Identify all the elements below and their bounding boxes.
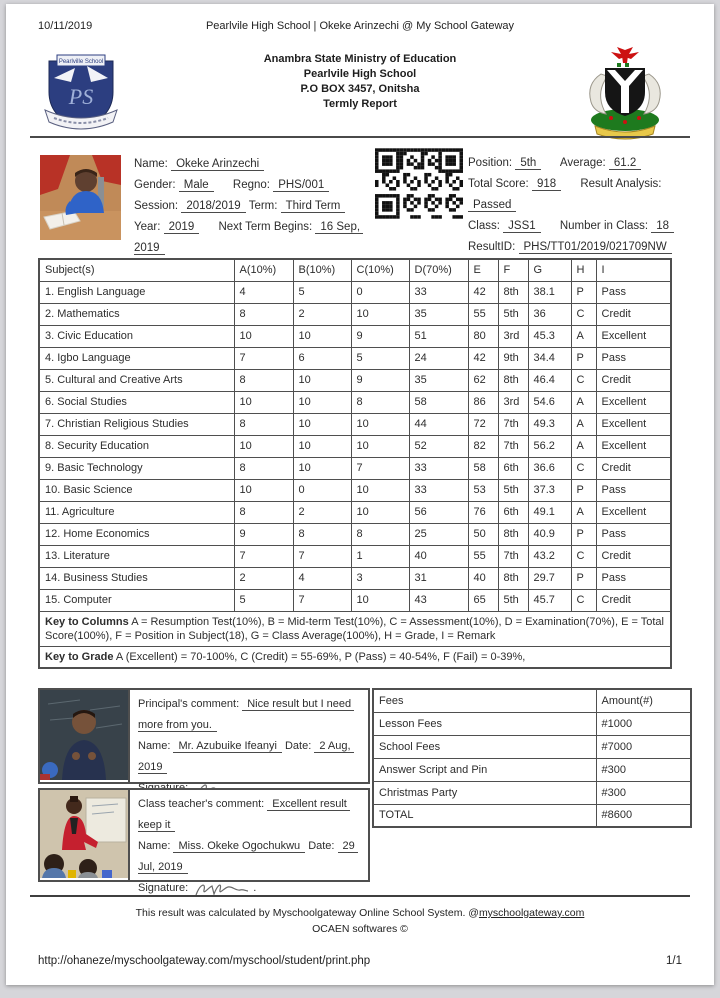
teacher-signature-label: Signature: <box>138 882 189 894</box>
subject-cell: 5. Cultural and Creative Arts <box>39 369 234 391</box>
subject-cell: 33 <box>409 281 468 303</box>
letterhead <box>156 52 564 112</box>
subject-cell: 43.2 <box>528 545 571 567</box>
principal-comment-label: Principal's comment: <box>138 698 240 710</box>
subject-cell: 7 <box>293 589 351 611</box>
subject-cell: 76 <box>468 501 498 523</box>
key-to-columns-text: A = Resumption Test(10%), B = Mid-term Test(10%), C = Assessment(10%), D = Examination(70%), E = Total Score(100%), F = Position in Subject(18), G = Class Average(100%), H = Grade, I = Remark <box>45 615 664 642</box>
subject-row <box>39 589 671 611</box>
subject-cell: 10 <box>234 325 293 347</box>
results-header-cell: F <box>498 259 528 281</box>
subject-cell: 46.4 <box>528 369 571 391</box>
footer-software: OCAEN softwares © <box>312 923 408 935</box>
principal-date-value: 2 Aug, 2019 <box>138 740 354 773</box>
fee-cell: #300 <box>596 781 691 804</box>
subject-cell: 8th <box>498 567 528 589</box>
subject-cell: 58 <box>409 391 468 413</box>
subject-cell: C <box>571 457 596 479</box>
subject-cell: Excellent <box>596 501 671 523</box>
subject-cell: 7 <box>234 347 293 369</box>
subject-cell: 54.6 <box>528 391 571 413</box>
subject-cell: 7 <box>351 457 409 479</box>
subject-cell: P <box>571 281 596 303</box>
subject-row <box>39 281 671 303</box>
footer-credit-text: This result was calculated by Myschoolgateway Online School System. @ <box>135 907 479 919</box>
subject-cell: 25 <box>409 523 468 545</box>
report-title: Termly Report <box>323 98 397 110</box>
subject-cell: 10 <box>234 391 293 413</box>
fees-header-cell: Fees <box>373 689 596 712</box>
subject-cell: 5th <box>498 303 528 325</box>
result-id-value: PHS/TT01/2019/021709NW <box>519 241 672 254</box>
subject-cell: 7th <box>498 545 528 567</box>
subject-cell: 10 <box>293 391 351 413</box>
subject-cell: P <box>571 479 596 501</box>
subject-cell: 13. Literature <box>39 545 234 567</box>
subject-cell: 10 <box>293 457 351 479</box>
subject-cell: 36 <box>528 303 571 325</box>
print-url: http://ohaneze/myschoolgateway.com/myschool/student/print.php <box>38 955 371 967</box>
subject-cell: 5 <box>293 281 351 303</box>
subject-cell: 3 <box>351 567 409 589</box>
results-header-cell: A(10%) <box>234 259 293 281</box>
subject-cell: 1. English Language <box>39 281 234 303</box>
subject-cell: 0 <box>351 281 409 303</box>
subject-cell: 6th <box>498 501 528 523</box>
subject-cell: 10 <box>351 501 409 523</box>
subject-cell: 45.7 <box>528 589 571 611</box>
subject-cell: 0 <box>293 479 351 501</box>
regno-label: Regno: <box>232 179 270 191</box>
teacher-comment-value: Excellent result keep it <box>138 798 350 831</box>
subject-cell: 8 <box>351 523 409 545</box>
student-photo <box>40 155 121 240</box>
principal-comment-box <box>38 688 370 784</box>
subject-cell: 62 <box>468 369 498 391</box>
subject-cell: 9. Basic Technology <box>39 457 234 479</box>
fee-cell: Lesson Fees <box>373 712 596 735</box>
regno-value: PHS/001 <box>273 179 329 192</box>
teacher-comment-text: Class teacher's comment: Excellent result keep it Name: Miss. Okeke Ogochukwu Date: 29 Jul, 2019 Signature: . <box>138 794 362 899</box>
subject-cell: Pass <box>596 347 671 369</box>
subject-cell: Pass <box>596 281 671 303</box>
fee-row <box>373 758 691 781</box>
subject-cell: 45.3 <box>528 325 571 347</box>
result-summary <box>468 153 694 258</box>
subject-cell: 3rd <box>498 391 528 413</box>
subject-cell: 4 <box>293 567 351 589</box>
fee-cell: School Fees <box>373 735 596 758</box>
subject-cell: 50 <box>468 523 498 545</box>
subject-row <box>39 413 671 435</box>
subject-cell: A <box>571 435 596 457</box>
subject-cell: 55 <box>468 303 498 325</box>
subject-cell: 31 <box>409 567 468 589</box>
subject-cell: Credit <box>596 589 671 611</box>
fee-row <box>373 712 691 735</box>
name-label: Name: <box>134 158 168 170</box>
subject-cell: 37.3 <box>528 479 571 501</box>
next-term-label: Next Term Begins: <box>218 221 313 233</box>
subject-cell: A <box>571 413 596 435</box>
average-value: 61.2 <box>609 157 641 170</box>
subject-cell: Pass <box>596 523 671 545</box>
crest-label-text: Pearlville School <box>58 59 104 65</box>
subject-cell: 10 <box>293 435 351 457</box>
total-score-value: 918 <box>532 178 561 191</box>
svg-text:PS: PS <box>68 84 94 109</box>
subject-cell: 7th <box>498 435 528 457</box>
footer-divider <box>30 895 690 897</box>
total-score-label: Total Score: <box>468 178 529 190</box>
subject-row <box>39 303 671 325</box>
teacher-comment-box <box>38 788 370 894</box>
number-in-class-label: Number in Class: <box>559 220 649 232</box>
subject-cell: 8 <box>351 391 409 413</box>
teacher-photo <box>40 790 130 880</box>
subject-cell: 10. Basic Science <box>39 479 234 501</box>
subject-cell: 14. Business Studies <box>39 567 234 589</box>
results-table <box>38 258 672 669</box>
subject-cell: P <box>571 567 596 589</box>
subject-cell: 56.2 <box>528 435 571 457</box>
subject-cell: 9 <box>234 523 293 545</box>
subject-cell: 2. Mathematics <box>39 303 234 325</box>
subject-cell: C <box>571 369 596 391</box>
subject-cell: 5 <box>351 347 409 369</box>
subject-cell: 72 <box>468 413 498 435</box>
subject-cell: 40 <box>468 567 498 589</box>
subject-cell: 34.4 <box>528 347 571 369</box>
result-analysis-label: Result Analysis: <box>580 178 662 190</box>
fees-table-body <box>373 712 691 827</box>
subject-cell: 10 <box>293 413 351 435</box>
key-to-columns-row <box>39 611 671 646</box>
subject-cell: 38.1 <box>528 281 571 303</box>
key-to-grade-label: Key to Grade <box>45 650 114 663</box>
fee-cell: TOTAL <box>373 804 596 827</box>
subject-cell: 53 <box>468 479 498 501</box>
fee-cell: #1000 <box>596 712 691 735</box>
subject-cell: 5th <box>498 589 528 611</box>
footer-credit <box>6 907 714 919</box>
subject-cell: 10 <box>351 589 409 611</box>
fee-cell: Christmas Party <box>373 781 596 804</box>
print-url-row <box>38 955 682 967</box>
subject-cell: 40.9 <box>528 523 571 545</box>
subject-row <box>39 435 671 457</box>
subject-cell: Credit <box>596 457 671 479</box>
subject-row <box>39 545 671 567</box>
summary-line-3 <box>468 216 694 237</box>
subject-cell: 43 <box>409 589 468 611</box>
subject-cell: Pass <box>596 567 671 589</box>
subject-cell: 4. Igbo Language <box>39 347 234 369</box>
key-to-grade-text: A (Excellent) = 70-100%, C (Credit) = 55-69%, P (Pass) = 40-54%, F (Fail) = 0-39%, <box>115 650 526 663</box>
subject-cell: 8 <box>234 501 293 523</box>
term-label: Term: <box>248 200 278 212</box>
subject-row <box>39 391 671 413</box>
school-name: Pearlvile High School <box>303 68 417 80</box>
subject-cell: 8th <box>498 281 528 303</box>
subject-cell: 29.7 <box>528 567 571 589</box>
next-term-value: 16 Sep, 2019 <box>134 221 364 254</box>
teacher-name-label: Name: <box>138 840 171 852</box>
average-label: Average: <box>559 157 606 169</box>
subject-cell: C <box>571 545 596 567</box>
subject-cell: 8 <box>234 369 293 391</box>
subject-cell: 4 <box>234 281 293 303</box>
subject-cell: 10 <box>234 479 293 501</box>
principal-name-label: Name: <box>138 740 171 752</box>
subject-cell: 33 <box>409 479 468 501</box>
subject-cell: Excellent <box>596 325 671 347</box>
subject-cell: 82 <box>468 435 498 457</box>
subject-cell: 10 <box>234 435 293 457</box>
subject-cell: 7th <box>498 413 528 435</box>
subject-row <box>39 347 671 369</box>
results-header-cell: E <box>468 259 498 281</box>
subject-cell: 10 <box>293 325 351 347</box>
class-value: JSS1 <box>503 220 541 233</box>
student-session-line <box>134 196 372 217</box>
principal-comment-text <box>138 694 362 799</box>
subject-cell: Credit <box>596 369 671 391</box>
subject-cell: A <box>571 501 596 523</box>
student-info <box>134 154 372 259</box>
subject-cell: 6 <box>293 347 351 369</box>
results-header-cell: G <box>528 259 571 281</box>
subject-cell: P <box>571 523 596 545</box>
result-analysis-value: Passed <box>468 199 516 212</box>
subject-cell: 7. Christian Religious Studies <box>39 413 234 435</box>
subject-cell: 8th <box>498 523 528 545</box>
term-value: Third Term <box>281 200 346 213</box>
subject-cell: 52 <box>409 435 468 457</box>
subject-cell: 2 <box>234 567 293 589</box>
name-value: Okeke Arinzechi <box>171 158 264 171</box>
subject-cell: 9 <box>351 325 409 347</box>
subject-cell: 10 <box>351 413 409 435</box>
key-to-columns-label: Key to Columns <box>45 615 129 628</box>
number-in-class-value: 18 <box>651 220 674 233</box>
student-year-line <box>134 217 372 259</box>
subject-cell: 86 <box>468 391 498 413</box>
subject-cell: 24 <box>409 347 468 369</box>
subject-cell: 8. Security Education <box>39 435 234 457</box>
results-table-body <box>39 281 671 611</box>
subject-cell: 6. Social Studies <box>39 391 234 413</box>
subject-cell: 58 <box>468 457 498 479</box>
subject-cell: 2 <box>293 501 351 523</box>
subject-cell: 10 <box>351 303 409 325</box>
subject-cell: 5th <box>498 479 528 501</box>
teacher-date-label: Date: <box>308 840 335 852</box>
results-header-cell: D(70%) <box>409 259 468 281</box>
student-name-line <box>134 154 372 175</box>
subject-cell: Excellent <box>596 413 671 435</box>
subject-cell: 44 <box>409 413 468 435</box>
subject-row <box>39 523 671 545</box>
footer-link[interactable]: myschoolgateway.com <box>478 907 585 919</box>
document-title: Pearlvile High School | Okeke Arinzechi @ My School Gateway <box>205 20 515 32</box>
subject-cell: 33 <box>409 457 468 479</box>
subject-cell: 8 <box>234 303 293 325</box>
subject-cell: 2 <box>293 303 351 325</box>
subject-cell: 6th <box>498 457 528 479</box>
subject-cell: 40 <box>409 545 468 567</box>
subject-cell: 55 <box>468 545 498 567</box>
subject-cell: 1 <box>351 545 409 567</box>
teacher-name-value: Miss. Okeke Ogochukwu <box>173 840 305 853</box>
subject-cell: P <box>571 347 596 369</box>
student-gender-line <box>134 175 372 196</box>
class-label: Class: <box>468 220 500 232</box>
principal-date-label: Date: <box>284 740 312 752</box>
subject-cell: 51 <box>409 325 468 347</box>
fees-table-wrap <box>372 688 690 828</box>
fee-cell: #8600 <box>596 804 691 827</box>
year-label: Year: <box>134 221 161 233</box>
summary-line-2 <box>468 174 694 216</box>
teacher-date-value: 29 Jul, 2019 <box>138 840 358 873</box>
principal-name-value: Mr. Azubuike Ifeanyi <box>173 740 281 753</box>
subject-cell: Pass <box>596 479 671 501</box>
fee-row <box>373 735 691 758</box>
gender-label: Gender: <box>134 179 176 191</box>
subject-cell: 10 <box>293 369 351 391</box>
subject-cell: Excellent <box>596 435 671 457</box>
qr-code <box>375 148 463 219</box>
results-header-cell: I <box>596 259 671 281</box>
subject-cell: 42 <box>468 281 498 303</box>
gender-value: Male <box>179 179 214 192</box>
session-label: Session: <box>134 200 179 212</box>
subject-row <box>39 369 671 391</box>
subject-cell: 7 <box>293 545 351 567</box>
subject-cell: 7 <box>234 545 293 567</box>
subject-cell: 9th <box>498 347 528 369</box>
subject-row <box>39 457 671 479</box>
subject-cell: Excellent <box>596 391 671 413</box>
subject-row <box>39 325 671 347</box>
subject-cell: 35 <box>409 303 468 325</box>
fee-cell: #7000 <box>596 735 691 758</box>
teacher-comment-label: Class teacher's comment: <box>138 798 265 810</box>
fee-cell: #300 <box>596 758 691 781</box>
results-table-wrap <box>38 258 670 669</box>
subject-cell: 15. Computer <box>39 589 234 611</box>
position-label: Position: <box>468 157 513 169</box>
page-number: 1/1 <box>666 955 682 967</box>
subject-cell: A <box>571 325 596 347</box>
subject-cell: 65 <box>468 589 498 611</box>
fee-row <box>373 804 691 827</box>
results-header-cell: B(10%) <box>293 259 351 281</box>
ministry-name: Anambra State Ministry of Education <box>263 53 457 65</box>
subject-cell: 12. Home Economics <box>39 523 234 545</box>
subject-cell: Credit <box>596 545 671 567</box>
principal-comment-value: Nice result but I need more from you. <box>138 698 355 731</box>
school-crest-logo <box>40 52 122 138</box>
subject-row <box>39 479 671 501</box>
subject-cell: 3. Civic Education <box>39 325 234 347</box>
session-value: 2018/2019 <box>181 200 245 213</box>
result-id-label: ResultID: <box>468 241 516 253</box>
subject-cell: 35 <box>409 369 468 391</box>
subject-cell: 8 <box>234 457 293 479</box>
principal-photo <box>40 690 130 782</box>
results-header-cell: H <box>571 259 596 281</box>
subject-cell: 49.1 <box>528 501 571 523</box>
print-date: 10/11/2019 <box>38 20 93 32</box>
subject-cell: 56 <box>409 501 468 523</box>
summary-line-4 <box>468 237 694 258</box>
print-page <box>6 4 714 985</box>
subject-cell: 10 <box>351 435 409 457</box>
subject-cell: 10 <box>351 479 409 501</box>
subject-cell: 8 <box>293 523 351 545</box>
summary-line-1 <box>468 153 694 174</box>
subject-cell: 3rd <box>498 325 528 347</box>
key-to-grade-row <box>39 646 671 668</box>
header-divider <box>30 136 690 138</box>
subject-cell: 8th <box>498 369 528 391</box>
nigeria-coat-of-arms <box>584 46 666 142</box>
subject-cell: 5 <box>234 589 293 611</box>
subject-cell: C <box>571 589 596 611</box>
subject-row <box>39 501 671 523</box>
position-value: 5th <box>515 157 541 170</box>
subject-cell: 8 <box>234 413 293 435</box>
subject-cell: 9 <box>351 369 409 391</box>
subject-cell: C <box>571 303 596 325</box>
results-header-row <box>39 259 671 281</box>
subject-cell: Credit <box>596 303 671 325</box>
subject-row <box>39 567 671 589</box>
subject-cell: 36.6 <box>528 457 571 479</box>
subject-cell: 49.3 <box>528 413 571 435</box>
fee-cell: Answer Script and Pin <box>373 758 596 781</box>
fees-header-row <box>373 689 691 712</box>
school-address: P.O BOX 3457, Onitsha <box>300 83 420 95</box>
subject-cell: 11. Agriculture <box>39 501 234 523</box>
subject-cell: A <box>571 391 596 413</box>
subject-cell: 42 <box>468 347 498 369</box>
year-value: 2019 <box>164 221 200 234</box>
results-header-cell: C(10%) <box>351 259 409 281</box>
fee-row <box>373 781 691 804</box>
results-header-cell: Subject(s) <box>39 259 234 281</box>
subject-cell: 80 <box>468 325 498 347</box>
fees-header-cell: Amount(#) <box>596 689 691 712</box>
fees-table <box>372 688 692 828</box>
